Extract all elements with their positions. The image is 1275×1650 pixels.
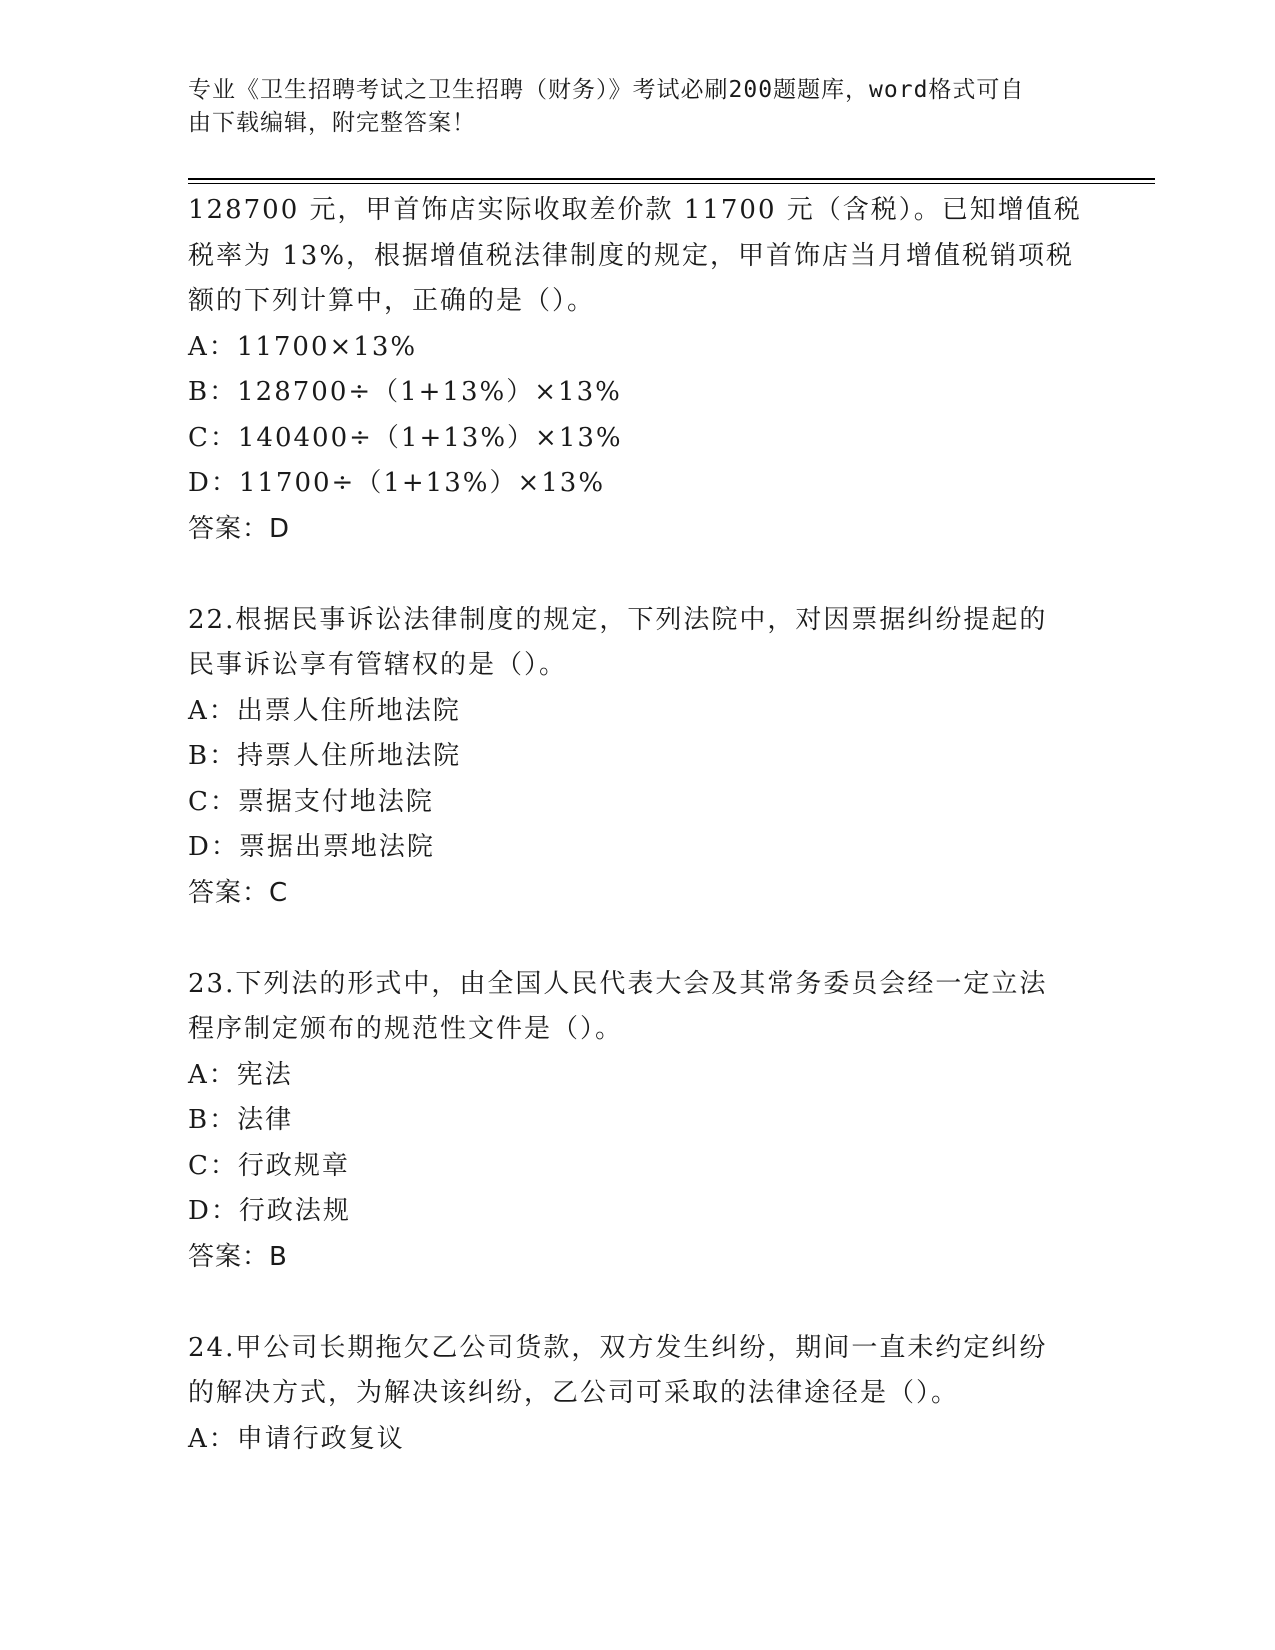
question-text-line: 24.甲公司长期拖欠乙公司货款，双方发生纠纷，期间一直未约定纠纷: [188, 1332, 1048, 1363]
header-line-1: 专业《卫生招聘考试之卫生招聘（财务）》考试必刷200题题库，word格式可自: [188, 77, 1025, 103]
option-b: B：法律: [188, 1105, 294, 1135]
option-b: B：128700÷（1+13%）×13%: [188, 377, 622, 407]
option-a: A：宪法: [188, 1059, 293, 1090]
question-text-line: 128700 元，甲首饰店实际收取差价款 11700 元（含税）。已知增值税: [188, 195, 1082, 225]
option-d: D：行政法规: [188, 1196, 351, 1226]
question-21-continued: [188, 188, 1088, 552]
option-a: A：出票人住所地法院: [188, 695, 461, 726]
option-c: C：140400÷（1+13%）×13%: [188, 422, 623, 453]
option-b: B：持票人住所地法院: [188, 741, 462, 771]
answer: 答案：C: [188, 877, 289, 908]
document-header: [188, 74, 1068, 140]
question-text-line: 额的下列计算中，正确的是（）。: [188, 286, 596, 316]
header-line-2: 由下载编辑，附完整答案！: [188, 110, 476, 136]
question-text-line: 的解决方式，为解决该纠纷，乙公司可采取的法律途径是（）。: [188, 1378, 960, 1408]
option-c: C：票据支付地法院: [188, 786, 434, 817]
spacer: [188, 1280, 1088, 1326]
header-rule-thick: [188, 178, 1155, 180]
question-22: [188, 598, 1088, 917]
spacer: [188, 552, 1088, 598]
answer: 答案：D: [188, 513, 291, 544]
document-body: [188, 188, 1088, 1462]
spacer: [188, 916, 1088, 962]
option-a: A：申请行政复议: [188, 1423, 405, 1454]
question-text-line: 民事诉讼享有管辖权的是（）。: [188, 650, 568, 680]
option-c: C：行政规章: [188, 1150, 350, 1181]
question-text-line: 程序制定颁布的规范性文件是（）。: [188, 1014, 624, 1044]
header-rule-thin: [188, 183, 1155, 184]
question-23: [188, 962, 1088, 1281]
answer: 答案：B: [188, 1241, 288, 1272]
question-text-line: 23.下列法的形式中，由全国人民代表大会及其常务委员会经一定立法: [188, 968, 1048, 999]
question-24: [188, 1326, 1088, 1463]
question-text-line: 税率为 13%，根据增值税法律制度的规定，甲首饰店当月增值税销项税: [188, 240, 1075, 271]
option-d: D：11700÷（1+13%）×13%: [188, 468, 606, 498]
option-d: D：票据出票地法院: [188, 832, 435, 862]
question-text-line: 22.根据民事诉讼法律制度的规定，下列法院中，对因票据纠纷提起的: [188, 604, 1048, 635]
option-a: A：11700×13%: [188, 331, 418, 362]
